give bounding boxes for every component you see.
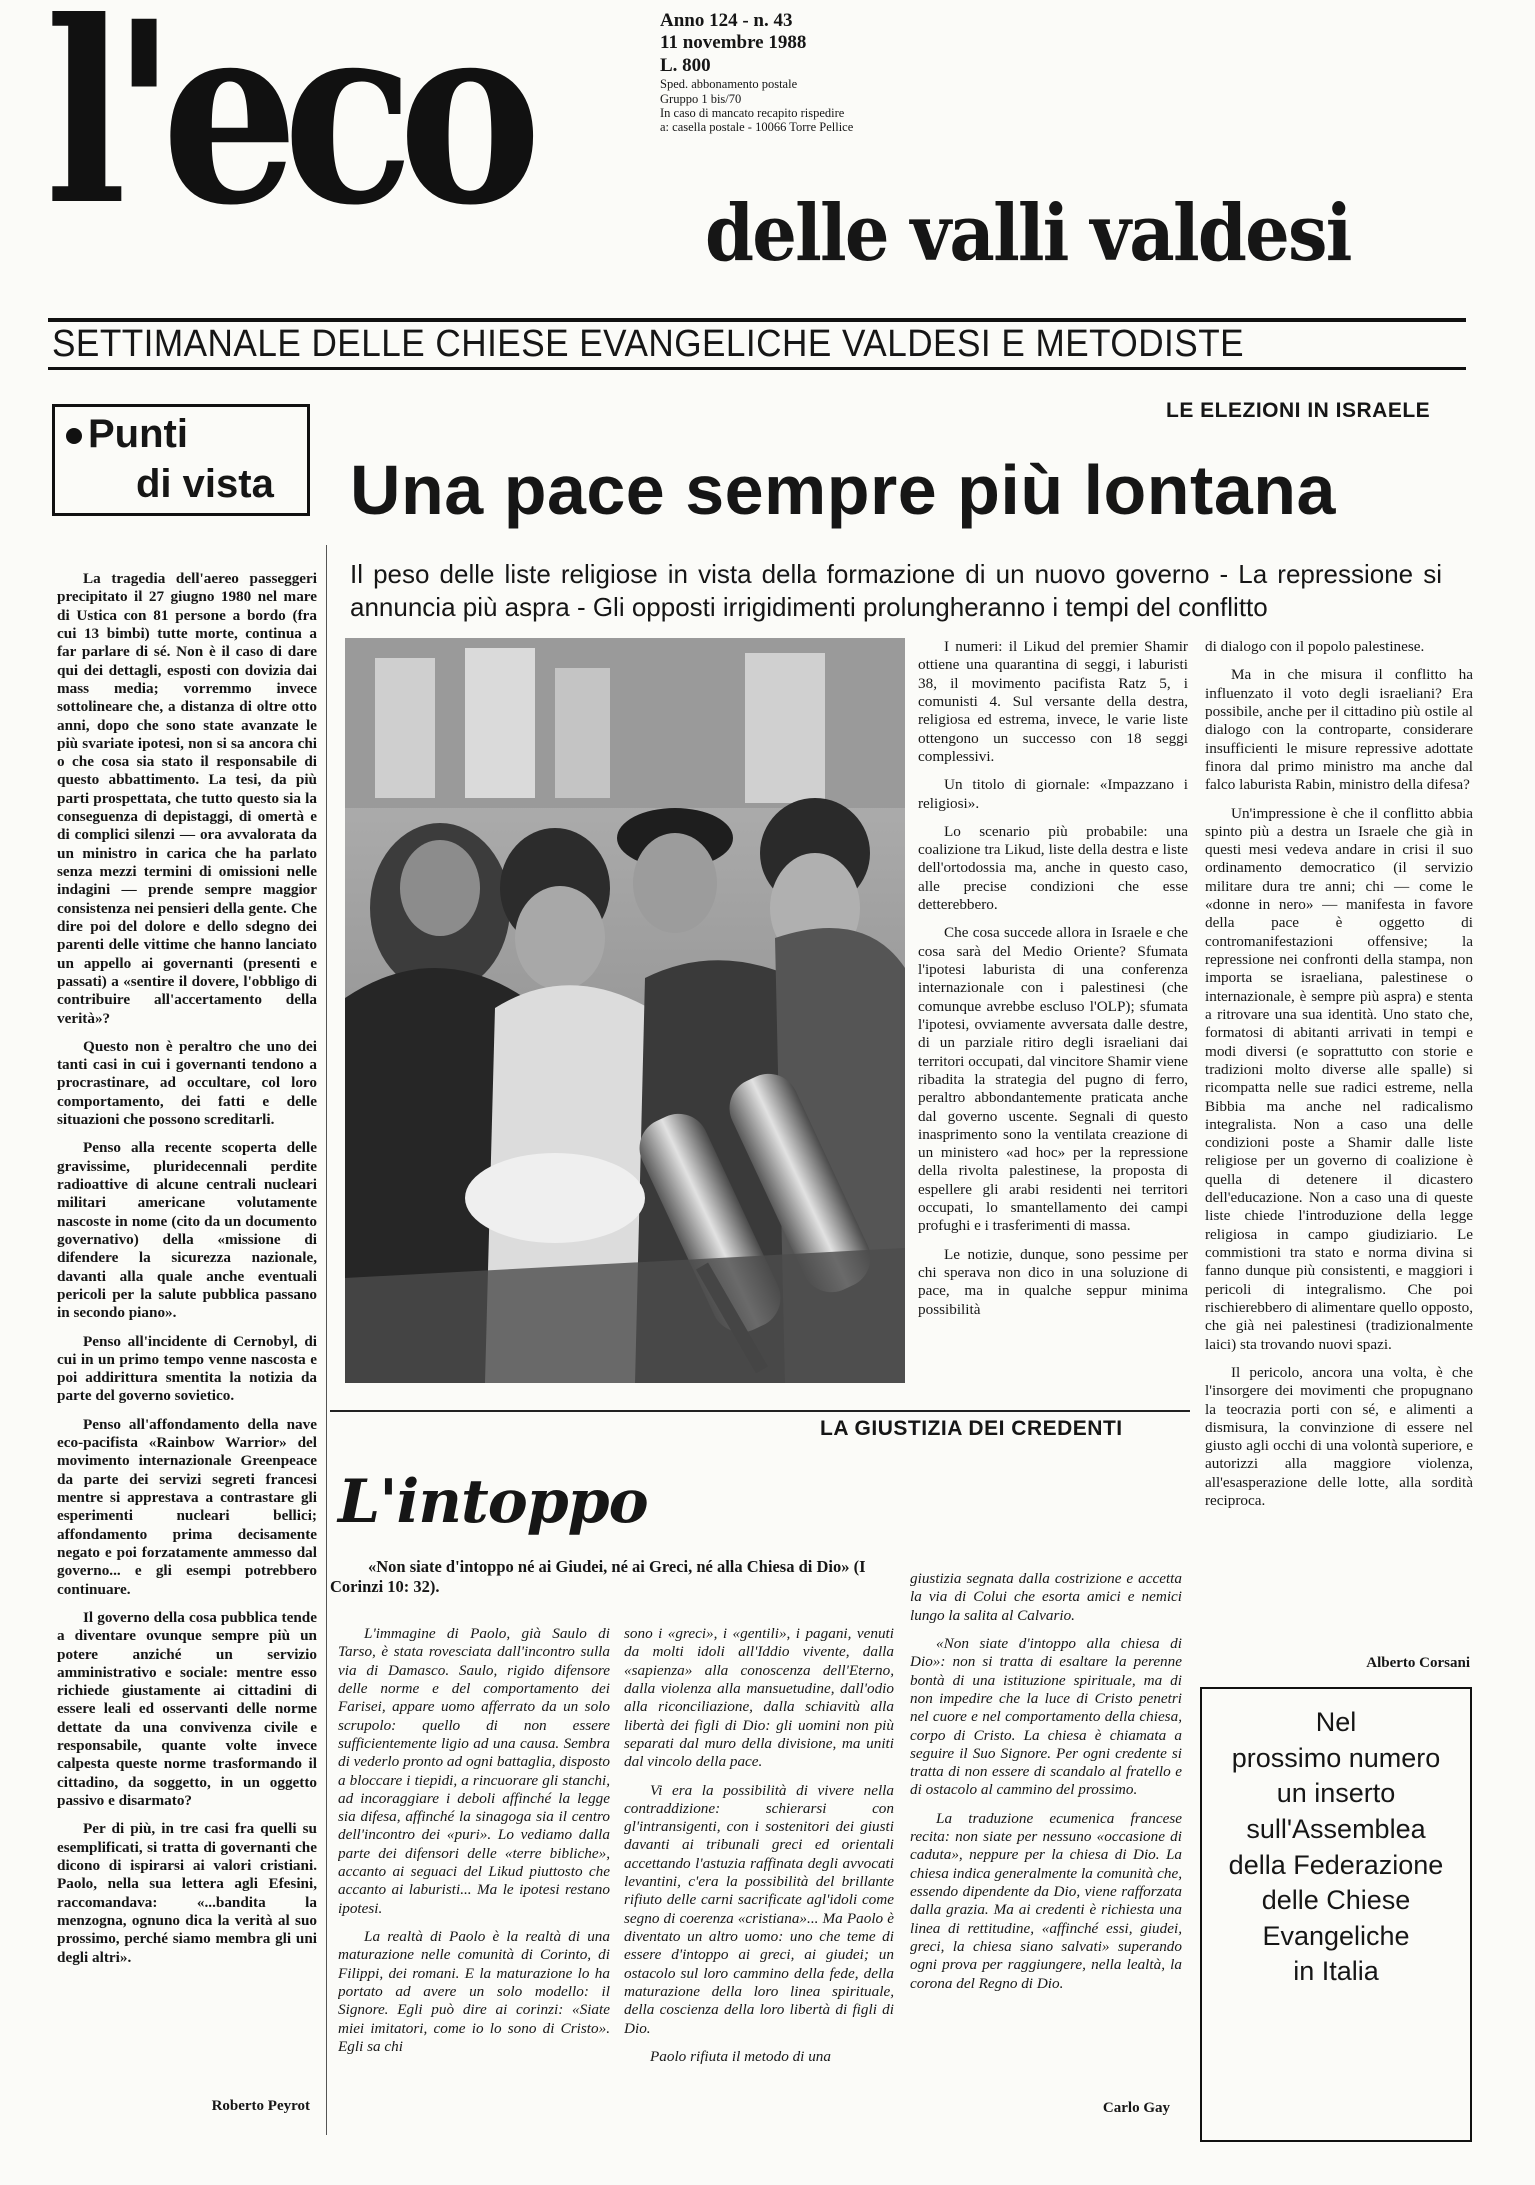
intoppo-author: Carlo Gay — [1102, 2100, 1170, 2116]
headline: Una pace sempre più lontana — [350, 451, 1336, 529]
postal-note: In caso di mancato recapito rispedire — [660, 105, 845, 120]
intoppo-column-3 — [910, 1570, 1182, 2090]
intoppo-paragraph: sono i «greci», i «gentili», i pagani, venuti da molti idoli all'Iddio vivente, dalla «sapienza» alla conoscenza dell'Eterno, dalla violenza alla mansuetudine, dall'odio alla riconciliazione, dalla schiavitù alla libertà dei figli di Dio: gli uomini non più separati dal muro della divisione, ma uniti dal vincolo della pace. — [624, 1625, 894, 1771]
announcement-line: Evangeliche — [1262, 1920, 1410, 1951]
editorial-paragraph: La tragedia dell'aereo passeggeri precipitato il 27 giugno 1980 nel mare di Ustica con 81 persone a bordo (fra cui 13 bimbi) tutte morte, continua a far parlare di sé. Non è il caso di dare qui dei dettagli, esposti con dovizia dai mass media; vorremmo invece sottolineare che, a distanza di oltre otto anni, dopo che sono state avanzate le più svariate ipotesi, non si sa ancora chi o che cosa sia stato il responsabile di questo abbattimento. La tesi, da più parti prospettata, che tutto questo sia la conseguenza di depistaggi, di omertà e di complici silenzi — ora avvalorata da un ministro in carica che ha parlato senza mezzi termini di omissioni nelle indagini — prende sempre maggior consistenza nei pensieri della gente. Che dire poi del dolore e dello sdegno dei parenti delle vittime che hanno lanciato un appello ai governanti (presenti e passati) a «sentire il dovere, l'obbligo di contribuire all'accertamento della verità»? — [57, 570, 317, 1027]
israele-column-2 — [1205, 638, 1473, 1648]
postal-note: Sped. abbonamento postale — [660, 77, 798, 92]
editorial-paragraph: Per di più, in tre casi fra quelli su esemplificati, si tratta di governanti che dicono di ispirarsi ai valori cristiani. Paolo, nella sua lettera agli Efesini, raccomandava: «...bandita la menzogna, ognuno dica la verità al suo prossimo, perché siamo membra gli uni degli altri». — [57, 1820, 317, 1966]
israele-paragraph: Un titolo di giornale: «Impazzano i religiosi». — [918, 776, 1188, 812]
editorial-paragraph: Penso all'affondamento della nave eco-pacifista «Rainbow Warrior» del movimento internazionale Greenpeace da parte dei servizi segreti francesi mentre si apprestava a contrastare gli esperimenti nucleari bellici; affondamento prima decisamente negato e poi forzatamente ammesso dal governo... e gli esempi potrebbero continuare. — [57, 1415, 317, 1598]
masthead-subtitle: delle valli valdesi — [705, 188, 1351, 279]
intoppo-paragraph: Paolo rifiuta il metodo di una — [650, 2047, 831, 2065]
israele-paragraph: Lo scenario più probabile: una coalizione tra Likud, liste della destra e liste dell'ortodossia ma, anche in questo caso, alle precise condizioni che esse detterebbero. — [918, 822, 1188, 914]
announcement-line: un inserto — [1276, 1778, 1396, 1809]
issue-price: L. 800 — [660, 54, 711, 76]
intoppo-paragraph: La realtà di Paolo è la realtà di una maturazione nelle comunità di Corinto, di Filippi, dei romani. E la maturazione lo ha portato ad avere un solo modello: il Signore. Egli può dire ai corinzi: «Siate miei imitatori, come io lo sono di Cristo». Egli sa chi — [338, 1928, 610, 2055]
editorial-paragraph: Il governo della cosa pubblica tende a diventare ovunque sempre più un potere anziché un servizio amministrativo e sociale: mentre esso richiede giustamente ai cittadini di essere leali ed osservanti delle norme dettate da una convivenza civile e responsabile, quante volte invece calpesta queste norme trasformando il cittadino, da soggetto, in un oggetto passivo e disarmato? — [57, 1608, 317, 1809]
section-kicker-giustizia: LA GIUSTIZIA DEI CREDENTI — [820, 1417, 1123, 1440]
news-photo — [345, 638, 905, 1383]
israele-paragraph: Che cosa succede allora in Israele e che cosa sarà del Medio Oriente? Sfumata l'ipotesi laburista di una conferenza internazionale con i palestinesi (che comunque avrebbe escluso l'OLP); sfumata l'ipotesi, ovviamente avversata dalle destre, di un parziale ritiro degli israeliani dai territori occupati, dal vincitore Shamir viene ribadita la strategia del pugno di ferro, peraltro abbondantemente praticata anche dal governo uscente. Segnali di questo inasprimento sono la ventilata creazione di un ministero «ad hoc» per la repressione della rivolta palestinese, la proposta di espellere gli arabi residenti nei territori occupati, lo smantellamento dei campi profughi e i trasferimenti di massa. — [918, 924, 1188, 1235]
editorial-author: Roberto Peyrot — [211, 2098, 310, 2114]
announcement-line: Nel — [1315, 1707, 1357, 1737]
intoppo-column-2 — [624, 1625, 894, 2180]
israele-author: Alberto Corsani — [1366, 1655, 1470, 1671]
column-divider — [326, 545, 327, 2135]
editorial-column — [57, 570, 317, 2120]
intoppo-paragraph: L'immagine di Paolo, già Saulo di Tarso, è stata rovesciata dall'incontro sulla via di Damasco. Saulo, rigido difensore delle norme e del comportamento dei Farisei, appare uomo afferrato da un solo scrupolo: quello di non essere sufficientemente ligio ad una causa. Sembra di vederlo pronto ad ogni battaglia, disposto a bloccare i tiepidi, a rincuorare gli stanchi, ad incoraggiare i deboli affinché la legge sia difesa, affinché la sinagoga sia il centro dell'incontro dei «puri». Lo vediamo dalla parte dei difensori delle «terre bibliche», accanto ai seguaci del Likud piuttosto che accanto ai laburisti... Ma le ipotesi restano ipotesi. — [338, 1625, 610, 1917]
editorial-paragraph: Questo non è peraltro che uno dei tanti casi in cui i governanti tendono a procrastinare, ad occultare, col loro comportamento, dei fatti e delle situazioni che possono screditarli. — [57, 1037, 317, 1129]
israele-paragraph: Un'impressione è che il conflitto abbia spinto più a destra un Israele che già in questi mesi vedeva andare in crisi il suo ordinamento democratico (il servizio militare dura tre anni; chi — come le «donne in nero» — manifesta in favore della pace è oggetto di contromanifestazioni offensive; la repressione nei confronti della stampa, non importa se israeliana, palestinese o internazionale, è sempre più aspra) e stenta a ritrovare una sua identità. Uno stato che, formatosi di abitanti arrivati in tempi e modi diversi (e soprattutto con storie e tradizioni molto diverse alle spalle) si ricompatta nelle sue radici estreme, nella Bibbia ma anche nel radicalismo integralista. Non a caso una delle condizioni poste a Shamir dalle liste religiose per un governo di coalizione è quella di detenere il dicastero dell'educazione. Non a caso una di queste liste chiede l'introduzione della legge religiosa in campo giudiziario. Le commistioni tra stato e norma divina si fanno dunque più consistenti, e maggiori i pericoli di integralismo. Che poi rischierebbero di alimentare quello opposto, che già nei palestinesi (tradizionalmente laici) sta trovando nuovi spazi. — [1205, 804, 1473, 1353]
israele-column-1 — [918, 638, 1188, 1398]
bullet-icon — [66, 428, 82, 444]
article-title: L'intoppo — [338, 1467, 648, 1537]
masthead-rule-top — [48, 318, 1466, 322]
announcement-line: in Italia — [1293, 1956, 1379, 1987]
section-flag-line1: Punti — [66, 414, 188, 454]
israele-paragraph: I numeri: il Likud del premier Shamir ottiene una quarantina di seggi, i laburisti 38, il movimento pacifista Ratz 5, i comunisti 4. Sul versante della destra, religiosa ed estrema, invece, le varie liste ottengono un successo con 18 seggi complessivi. — [918, 638, 1188, 765]
intoppo-paragraph: «Non siate d'intoppo alla chiesa di Dio»: non si tratta di esaltare la perenne bontà di una istituzione spirituale, ma di non impedire che la luce di Cristo penetri nel cuore e nel comportamento della chiesa, corpo di Cristo. La chiesa è chiamata a seguire il Suo Signore. Per ogni credente si tratta di non essere di scandalo al fratello e di ostacolo al cammino del prossimo. — [910, 1634, 1182, 1799]
masthead-tagline: SETTIMANALE DELLE CHIESE EVANGELICHE VALDESI E METODISTE — [52, 323, 1245, 365]
announcement-line: prossimo numero — [1231, 1742, 1441, 1773]
israele-paragraph: di dialogo con il popolo palestinese. — [1205, 638, 1425, 655]
announcement-line: delle Chiese — [1261, 1885, 1411, 1916]
section-kicker-israele: LE ELEZIONI IN ISRAELE — [1166, 399, 1431, 422]
scripture-quote: «Non siate d'intoppo né ai Giudei, né ai Greci, né alla Chiesa di Dio» (I Corinzi 10: 32). — [330, 1557, 866, 1596]
masthead-rule-bottom — [48, 367, 1466, 370]
headline-deck: Il peso delle liste religiose in vista della formazione di un nuovo governo - La repressione si annuncia più aspra - Gli opposti irrigidimenti prolungheranno i tempi del conflitto — [350, 559, 1442, 623]
announcement-line: sull'Assemblea — [1246, 1813, 1426, 1844]
issue-info — [660, 10, 980, 135]
israele-paragraph: Le notizie, dunque, sono pessime per chi sperava non dico in una soluzione di pace, ma in qualche seppur minima possibilità — [918, 1245, 1188, 1318]
intoppo-paragraph: giustizia segnata dalla costrizione e accetta la via di Colui che esorta amici e nemici lungo la salita al Calvario. — [910, 1570, 1182, 1624]
intoppo-paragraph: Vi era la possibilità di vivere nella contraddizione: schierarsi con gl'intransigenti, con i sostenitori dei giusti davanti ai tribunali greci ed orientali accettando l'astuzia raffinata degli avvocati levantini, c'era la possibilità del brillante rifiuto delle carni sacrificate agl'idoli come segno di coerenza «cristiana»... Ma Paolo è diventato un altro uomo: uno che teme di essere d'intoppo ai greci, ai giudei; un ostacolo sul loro cammino della fede, della maturazione della loro linea spirituale, della coscienza della loro libertà di figli di Dio. — [624, 1781, 894, 2037]
section-rule-giustizia — [330, 1410, 1190, 1412]
intoppo-column-1 — [338, 1625, 610, 2180]
editorial-paragraph: Penso alla recente scoperta delle gravissime, pluridecennali perdite radioattive di alcune centrali nucleari militari americane volutamente nascoste in nome (cito da un documento governativo) della «missione di difendere la sicurezza nazionale, davanti alla quale anche eventuali pericoli per la salute pubblica passano in secondo piano». — [57, 1139, 317, 1322]
announcement-text — [1205, 1705, 1467, 1990]
editorial-paragraph: Penso all'incidente di Cernobyl, di cui in un primo tempo venne nascosta e poi addirittura smentita la notizia da parte del governo sovietico. — [57, 1332, 317, 1405]
masthead-logo: l'eco — [45, 0, 527, 260]
postal-note: Gruppo 1 bis/70 — [660, 91, 742, 106]
announcement-line: della Federazione — [1228, 1849, 1444, 1880]
israele-paragraph: Il pericolo, ancora una volta, è che l'insorgere dei movimenti che propugnano la teocrazia porti con sé, e alimenti a dismisura, la convinzione di essere nel giusto agli occhi di una volontà superiore, e autorizzi alla maggiore violenza, all'esasperazione delle lotte, alla sordità reciproca. — [1205, 1363, 1473, 1510]
israele-paragraph: Ma in che misura il conflitto ha influenzato il voto degli israeliani? Era possibile, anche per il cittadino più ostile al dialogo con la controparte, considerare insufficienti le misure repressive adottate finora dal primo ministro ma anche dal falco laburista Rabin, ministro della difesa? — [1205, 666, 1473, 794]
issue-number: Anno 124 - n. 43 — [660, 10, 793, 31]
photo-scene — [345, 638, 905, 1383]
section-flag-line2: di vista — [136, 462, 274, 506]
intoppo-paragraph: La traduzione ecumenica francese recita: non siate per nessuno «occasione di caduta», neppure per la chiesa di Dio. La chiesa indica generalmente la comunità che, essendo dipendente da Dio, viene rafforzata dalla grazia. Ma ai credenti è richiesta una linea di rettitudine, «affinché essi, giudei, greci, la chiesa siano salvati» superando ogni prova per raggiungere, nella lealtà, la corona del Regno di Dio. — [910, 1809, 1182, 1992]
postal-note: a: casella postale - 10066 Torre Pellice — [660, 120, 854, 135]
issue-date: 11 novembre 1988 — [660, 32, 807, 54]
